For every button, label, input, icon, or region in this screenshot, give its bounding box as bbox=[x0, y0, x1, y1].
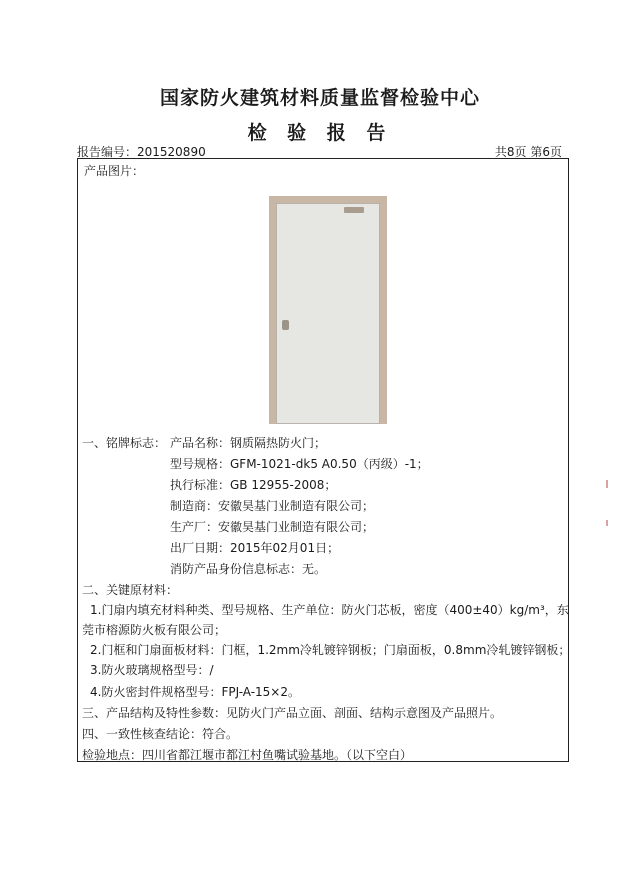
nameplate-line: 消防产品身份信息标志：无。 bbox=[170, 562, 327, 576]
materials-line: 莞市榕源防火板有限公司； bbox=[82, 623, 227, 637]
nameplate-line: 制造商：安徽昊基门业制造有限公司； bbox=[170, 499, 375, 513]
nameplate-line: 执行标准：GB 12955-2008； bbox=[170, 478, 337, 492]
org-name: 国家防火建筑材料质量监督检验中心 bbox=[159, 87, 480, 109]
nameplate-line: 出厂日期：2015年02月01日； bbox=[170, 541, 340, 555]
materials-line: 3.防火玻璃规格型号：/ bbox=[90, 663, 214, 677]
door-handle bbox=[282, 320, 289, 330]
nameplate-heading: 一、铭牌标志： bbox=[82, 436, 167, 450]
materials-line: 1.门扇内填充材料种类、型号规格、生产单位：防火门芯板，密度（400±40）kg/m³，东 bbox=[90, 603, 569, 617]
door-closer bbox=[344, 207, 364, 213]
scan-mark bbox=[606, 520, 608, 526]
report-title: 检 验 报 告 bbox=[247, 122, 393, 144]
nameplate-line: 型号规格：GFM-1021-dk5 A0.50（丙级）-1； bbox=[170, 457, 429, 471]
report-number: 报告编号：201520890 bbox=[77, 145, 206, 159]
photo-label: 产品图片： bbox=[84, 164, 145, 178]
nameplate-line: 产品名称：钢质隔热防火门； bbox=[170, 436, 327, 450]
door-leaf bbox=[276, 203, 380, 424]
page-info: 共8页 第6页 bbox=[494, 145, 562, 159]
location-line: 检验地点：四川省都江堰市都江村鱼嘴试验基地。（以下空白） bbox=[82, 748, 413, 762]
consistency-line: 四、一致性核查结论：符合。 bbox=[82, 727, 239, 741]
structure-line: 三、产品结构及特性参数：见防火门产品立面、剖面、结构示意图及产品照片。 bbox=[82, 706, 503, 720]
materials-line: 4.防火密封件规格型号：FPJ-A-15×2。 bbox=[90, 685, 301, 699]
scan-mark bbox=[606, 480, 608, 488]
materials-heading: 二、关键原材料： bbox=[82, 583, 179, 597]
materials-line: 2.门框和门扇面板材料：门框，1.2mm冷轧镀锌钢板；门扇面板，0.8mm冷轧镀锌钢板； bbox=[90, 643, 571, 657]
nameplate-line: 生产厂：安徽昊基门业制造有限公司； bbox=[170, 520, 375, 534]
